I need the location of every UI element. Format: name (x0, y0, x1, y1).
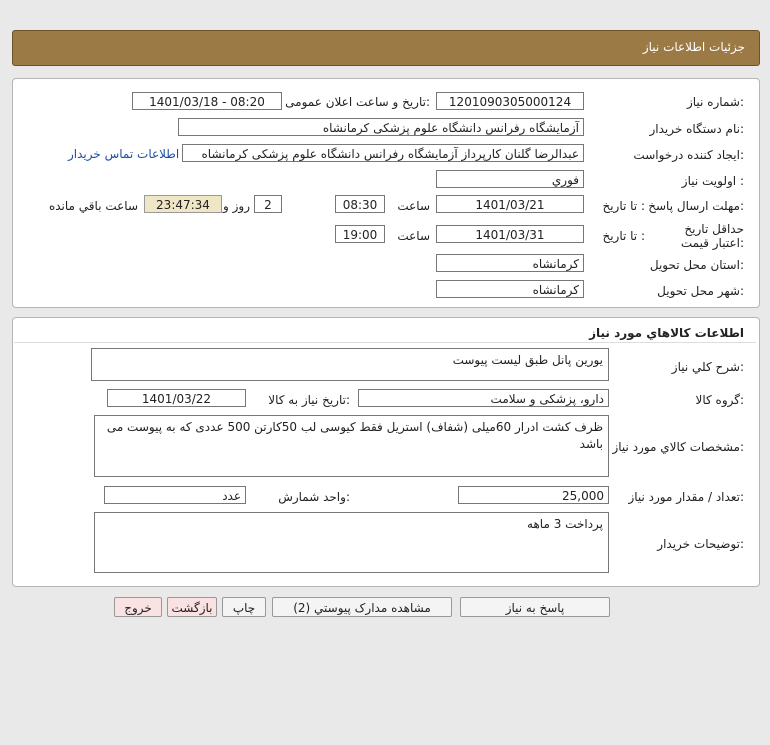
validity-to-date-label: تا تاریخ : (602, 229, 645, 243)
remaining-label: ساعت باقي مانده (48, 199, 138, 213)
reply-deadline-label: مهلت ارسال پاسخ: (648, 199, 744, 213)
buyer-org-field: آزمایشگاه رفرانس دانشگاه علوم پزشکی کرمانشاه (178, 118, 584, 136)
priority-label: اولویت نیاز : (681, 174, 744, 188)
general-desc-field: یورین پانل طبق لیست پیوست (91, 348, 609, 381)
quantity-field: 25,000 (458, 486, 609, 504)
section-divider (14, 342, 756, 343)
specs-label: مشخصات کالاي مورد نياز: (612, 440, 744, 454)
reply-button[interactable]: پاسخ به نیاز (460, 597, 610, 617)
reply-date-field: 1401/03/21 (436, 195, 584, 213)
province-field: کرمانشاه (436, 254, 584, 272)
announce-label: تاریخ و ساعت اعلان عمومی: (285, 95, 430, 109)
specs-field: ظرف کشت ادرار 60میلی (شفاف) استریل فقط کیوسی لب 50کارتن 500 عددی که به پیوست می باشد (94, 415, 609, 477)
page-title: جزئیات اطلاعات نیاز (642, 40, 745, 54)
validity-time-label: ساعت (397, 229, 430, 243)
need-date-label: تاریخ نیاز به کالا: (268, 393, 350, 407)
reply-time-field: 08:30 (335, 195, 385, 213)
province-label: استان محل تحویل: (649, 258, 744, 272)
announce-field: 1401/03/18 - 08:20 (132, 92, 282, 110)
remaining-time-field: 23:47:34 (144, 195, 222, 213)
need-number-label: شماره نیاز: (686, 95, 744, 109)
view-attachments-button[interactable]: مشاهده مدارک پیوستي (2) (272, 597, 452, 617)
buyer-notes-field: پرداخت 3 ماهه (94, 512, 609, 573)
reply-time-label: ساعت (397, 199, 430, 213)
buyer-org-label: نام دستگاه خریدار: (649, 122, 744, 136)
general-desc-label: شرح کلي نياز: (671, 360, 744, 374)
print-button[interactable]: چاپ (222, 597, 266, 617)
goods-group-field: دارو، پزشکی و سلامت (358, 389, 609, 407)
need-info-panel (12, 78, 760, 308)
requester-label: ایجاد کننده درخواست: (633, 148, 744, 162)
need-number-field: 1201090305000124 (436, 92, 584, 110)
days-label: روز و (223, 199, 250, 213)
goods-group-label: گروه کالا: (695, 393, 744, 407)
requester-field: عبدالرضا گلنان کارپرداز آزمایشگاه رفرانس دانشگاه علوم پزشکی کرمانشاه (182, 144, 584, 162)
city-field: کرمانشاه (436, 280, 584, 298)
unit-label: واحد شمارش: (278, 490, 350, 504)
city-label: شهر محل تحویل: (657, 284, 744, 298)
reply-to-date-label: تا تاریخ : (602, 199, 645, 213)
exit-button[interactable]: خروج (114, 597, 162, 617)
page-header (12, 30, 760, 66)
price-validity-label: حداقل تاریخ اعتبار قیمت: (680, 222, 744, 250)
validity-time-field: 19:00 (335, 225, 385, 243)
validity-date-field: 1401/03/31 (436, 225, 584, 243)
quantity-label: تعداد / مقدار مورد نیاز: (628, 490, 744, 504)
need-date-field: 1401/03/22 (107, 389, 246, 407)
contact-buyer-link[interactable]: اطلاعات تماس خریدار (68, 147, 180, 161)
priority-field: فوري (436, 170, 584, 188)
back-button[interactable]: بازگشت (167, 597, 217, 617)
days-field: 2 (254, 195, 282, 213)
goods-section-title: اطلاعات کالاهاي مورد نياز (589, 326, 744, 340)
buyer-notes-label: توضیحات خریدار: (657, 537, 744, 551)
unit-field: عدد (104, 486, 246, 504)
